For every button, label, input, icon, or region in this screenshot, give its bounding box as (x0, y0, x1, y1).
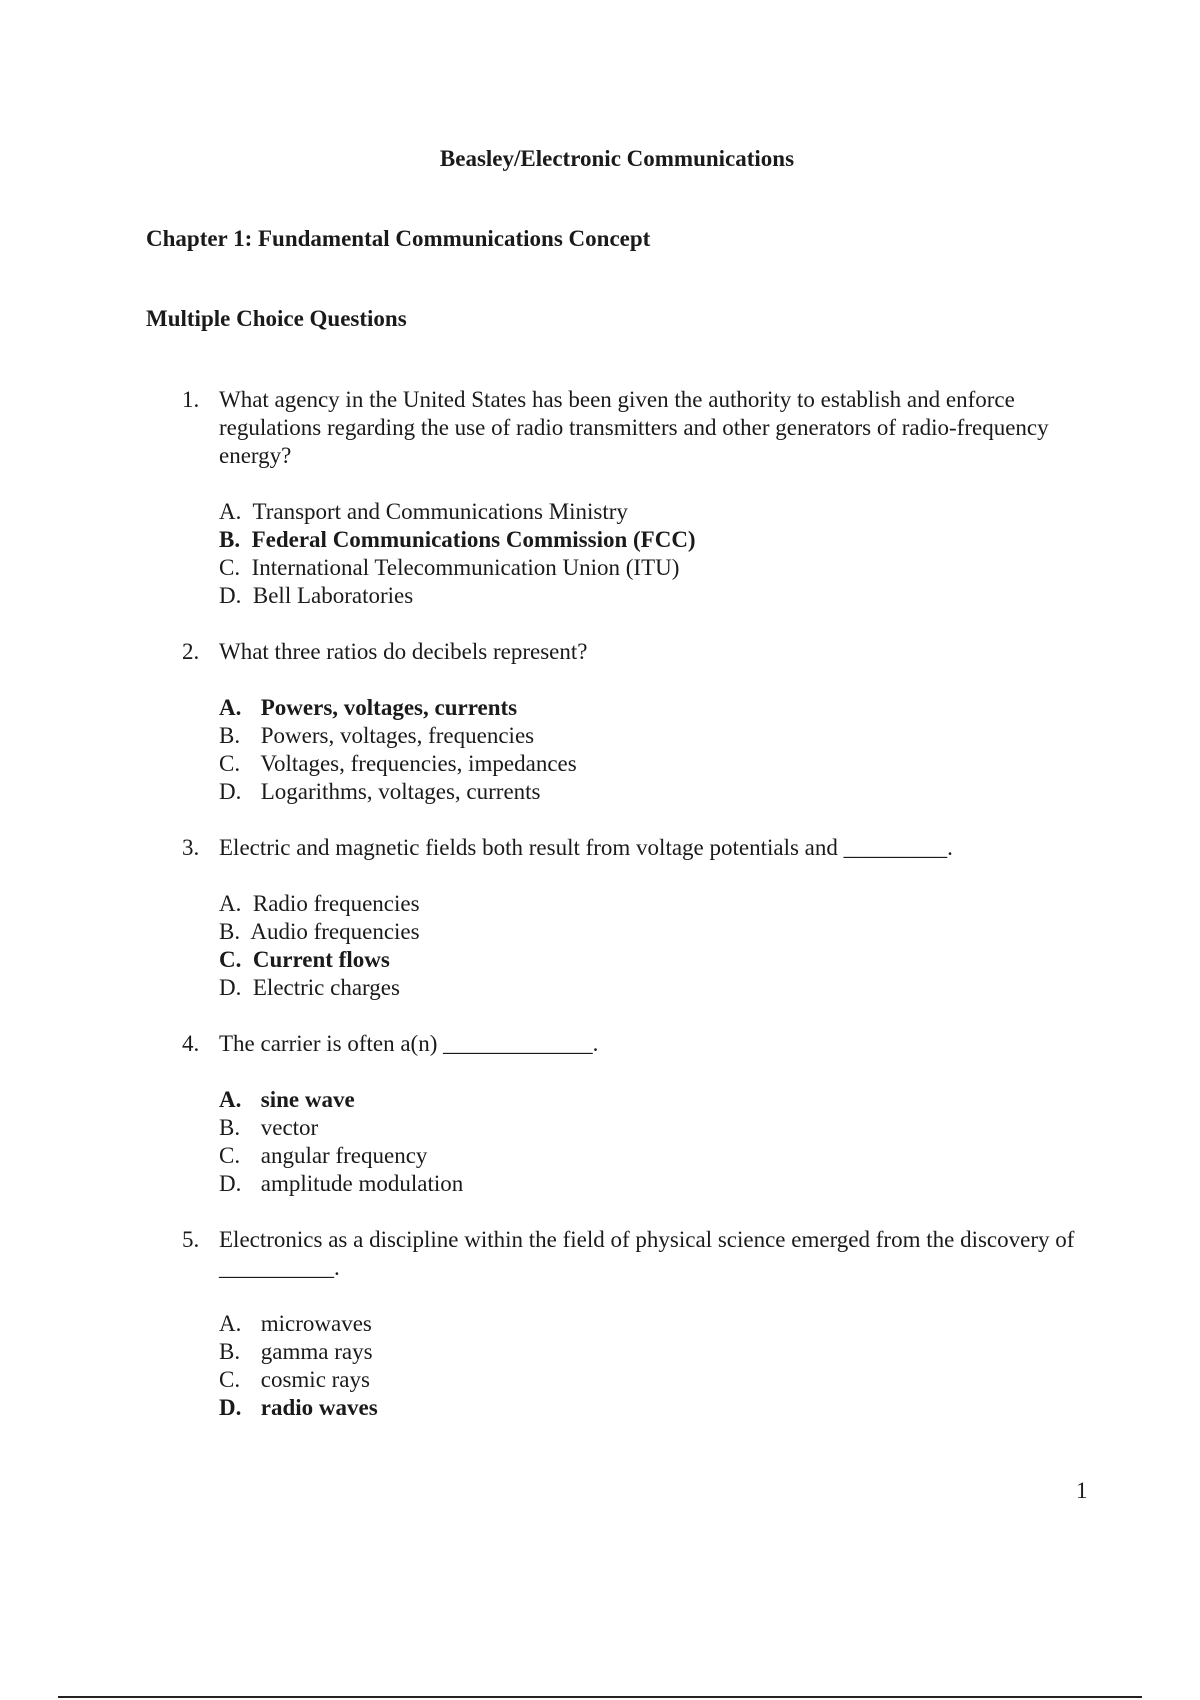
option-text: Federal Communications Commission (FCC) (251, 527, 696, 552)
option-text: Voltages, frequencies, impedances (260, 751, 577, 776)
answer-option (219, 750, 1082, 778)
question-list (182, 386, 1082, 1450)
document-title: Beasley/Electronic Communications (439, 146, 795, 171)
correct-answer-option (219, 1086, 1082, 1114)
option-text: radio waves (260, 1395, 378, 1420)
answer-options (219, 1310, 1082, 1422)
page-number: 1 (1076, 1478, 1088, 1503)
option-letter: D. (219, 1171, 242, 1196)
option-text: Radio frequencies (252, 891, 420, 916)
option-letter: D. (219, 975, 248, 1000)
answer-option (219, 890, 1082, 918)
chapter-title: Chapter 1: Fundamental Communications Concept (146, 226, 651, 251)
question-number: 1. (182, 387, 200, 412)
question-text: The carrier is often a(n) _____________. (219, 1031, 599, 1056)
answer-option (219, 918, 1082, 946)
option-letter: B. (219, 527, 246, 552)
option-letter: B. (219, 723, 241, 748)
option-letter: A. (219, 1087, 242, 1112)
option-text: gamma rays (260, 1339, 373, 1364)
option-text: sine wave (260, 1087, 355, 1112)
answer-options (219, 1086, 1082, 1198)
answer-option (219, 1366, 1082, 1394)
answer-option (219, 1338, 1082, 1366)
option-text: Powers, voltages, frequencies (260, 723, 535, 748)
answer-options (219, 498, 1082, 610)
option-letter: A. (219, 499, 248, 524)
option-text: Powers, voltages, currents (260, 695, 518, 720)
option-text: amplitude modulation (260, 1171, 464, 1196)
question-text: What three ratios do decibels represent? (219, 639, 588, 664)
question-text: Electronics as a discipline within the field of physical science emerged from the discovery of __________. (219, 1227, 1075, 1280)
option-text: Current flows (252, 947, 390, 972)
option-letter: C. (219, 1143, 241, 1168)
answer-option (219, 554, 1082, 582)
correct-answer-option (219, 526, 1082, 554)
option-letter: B. (219, 1339, 241, 1364)
option-letter: C. (219, 555, 246, 580)
correct-answer-option (219, 1394, 1082, 1422)
question-number: 5. (182, 1227, 200, 1252)
answer-option (219, 778, 1082, 806)
answer-option (219, 974, 1082, 1002)
option-letter: D. (219, 583, 248, 608)
option-letter: D. (219, 1395, 242, 1420)
option-text: vector (260, 1115, 319, 1140)
answer-options (219, 694, 1082, 806)
answer-options (219, 890, 1082, 1002)
option-letter: A. (219, 1311, 242, 1336)
answer-option (219, 722, 1082, 750)
answer-option (219, 1170, 1082, 1198)
option-text: Audio frequencies (250, 919, 420, 944)
option-text: Electric charges (252, 975, 400, 1000)
option-letter: D. (219, 779, 242, 804)
option-text: angular frequency (260, 1143, 428, 1168)
option-letter: B. (219, 919, 246, 944)
option-letter: C. (219, 1367, 241, 1392)
question-3 (182, 834, 1082, 1002)
option-letter: B. (219, 1115, 241, 1140)
question-5 (182, 1226, 1082, 1422)
option-letter: C. (219, 947, 248, 972)
question-number: 4. (182, 1031, 200, 1056)
question-text: What agency in the United States has been given the authority to establish and enforce regulations regarding the use of radio transmitters and other generators of radio-frequency energy? (219, 387, 1049, 468)
option-text: International Telecommunication Union (ITU) (251, 555, 680, 580)
option-text: microwaves (260, 1311, 372, 1336)
answer-option (219, 498, 1082, 526)
question-1 (182, 386, 1082, 610)
question-2 (182, 638, 1082, 806)
option-text: cosmic rays (260, 1367, 370, 1392)
answer-option (219, 1114, 1082, 1142)
answer-option (219, 582, 1082, 610)
correct-answer-option (219, 694, 1082, 722)
question-4 (182, 1030, 1082, 1198)
question-number: 2. (182, 639, 200, 664)
option-letter: A. (219, 891, 248, 916)
answer-option (219, 1310, 1082, 1338)
correct-answer-option (219, 946, 1082, 974)
question-number: 3. (182, 835, 200, 860)
question-text: Electric and magnetic fields both result from voltage potentials and _________. (219, 835, 953, 860)
option-text: Logarithms, voltages, currents (260, 779, 541, 804)
option-text: Bell Laboratories (252, 583, 414, 608)
footer-divider (58, 1696, 1142, 1698)
answer-option (219, 1142, 1082, 1170)
section-title: Multiple Choice Questions (146, 306, 407, 331)
option-letter: A. (219, 695, 242, 720)
option-text: Transport and Communications Ministry (252, 499, 628, 524)
option-letter: C. (219, 751, 241, 776)
